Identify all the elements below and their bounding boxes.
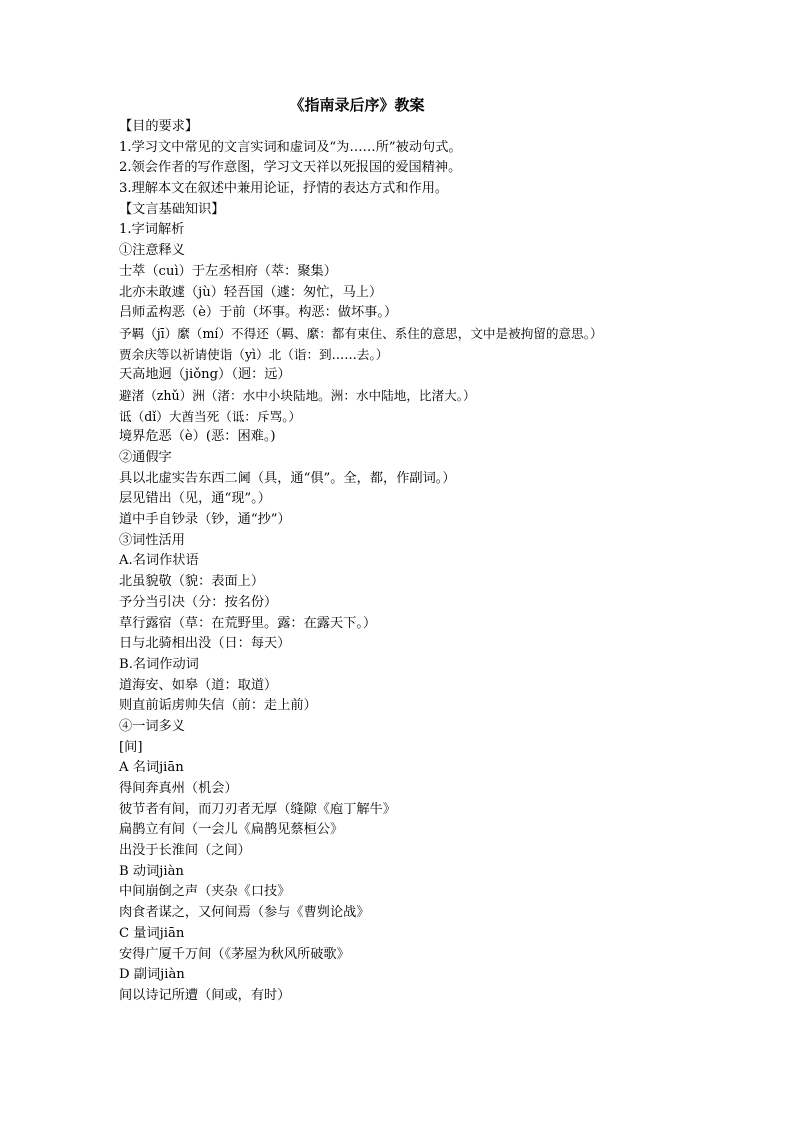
text-line: 予羁（jī）縻（mí）不得还（羁、縻：都有束住、系住的意思，文中是被拘留的意思。） xyxy=(119,325,603,341)
text-line: 3.理解本文在叙述中兼用论证，抒情的表达方式和作用。 xyxy=(119,181,449,197)
text-line: ①注意释义 xyxy=(119,243,185,259)
text-line: 草行露宿（草：在荒野里。露：在露天下。） xyxy=(119,615,377,631)
text-line: 中间崩倒之声（夹杂《口技》 xyxy=(119,884,291,900)
text-line: A 名词jiān xyxy=(119,760,184,776)
text-line: 道海安、如皋（道：取道） xyxy=(119,677,278,693)
text-line: 天高地迥（jiǒng）（迥：远） xyxy=(119,367,291,383)
text-line: 出没于长淮间（之间） xyxy=(119,843,251,859)
text-line: 扁鹊立有间（一会儿《扁鹊见蔡桓公》 xyxy=(119,822,344,838)
text-line: D 副词jiàn xyxy=(119,967,185,983)
text-line: B 动词jiàn xyxy=(119,863,184,879)
text-line: [间] xyxy=(119,739,143,755)
text-line: 境界危恶（è）(恶：困难。) xyxy=(119,429,276,445)
text-line: C 量词jiān xyxy=(119,925,185,941)
text-line: 1.学习文中常见的文言实词和虚词及“为……所”被动句式。 xyxy=(119,139,462,155)
text-line: 【文言基础知识】 xyxy=(119,201,225,217)
text-line: 安得广厦千万间（《茅屋为秋风所破歌》 xyxy=(119,946,350,962)
document-body xyxy=(119,117,759,1007)
text-line: 间以诗记所遭（间或，有时） xyxy=(119,987,291,1003)
text-line: 吕师孟构恶（è）于前（坏事。构恶：做坏事。） xyxy=(119,305,398,321)
text-line: 避渚（zhǔ）洲（渚：水中小块陆地。洲：水中陆地，比渚大。） xyxy=(119,387,476,403)
text-line: 北虽貌敬（貌：表面上） xyxy=(119,574,265,590)
text-line: 诋（dǐ）大酋当死（诋：斥骂。） xyxy=(119,408,302,424)
text-line: 具以北虚实告东西二阃（具，通“俱”。全，都，作副词。） xyxy=(119,470,456,486)
text-line: 予分当引决（分：按名份） xyxy=(119,594,278,610)
text-line: 【目的要求】 xyxy=(119,119,199,134)
text-line: 2.领会作者的写作意图，学习文天祥以死报国的爱国精神。 xyxy=(119,160,462,176)
text-line: 则直前诟虏帅失信（前：走上前） xyxy=(119,698,317,714)
text-line: 士萃（cuì）于左丞相府（萃：聚集） xyxy=(119,263,337,279)
text-line: 得间奔真州（机会） xyxy=(119,781,238,796)
text-line: 层见错出（见，通“现”。） xyxy=(119,491,271,507)
text-line: B.名词作动词 xyxy=(119,656,199,672)
text-line: 贾余庆等以祈请使诣（yì）北（诣：到……去。） xyxy=(119,346,389,362)
text-line: ②通假字 xyxy=(119,450,172,465)
text-line: 肉食者谋之，又何间焉（参与《曹刿论战》 xyxy=(119,905,370,921)
text-line: 北亦未敢遽（jù）轻吾国（遽：匆忙，马上） xyxy=(119,284,383,300)
text-line: 日与北骑相出没（日：每天） xyxy=(119,636,291,652)
text-line: A.名词作状语 xyxy=(119,553,199,569)
text-line: ③词性活用 xyxy=(119,532,185,548)
document-title: 《指南录后序》教案 xyxy=(289,96,425,114)
text-line: ④一词多义 xyxy=(119,718,185,734)
text-line: 彼节者有间，而刀刃者无厚（缝隙《庖丁解牛》 xyxy=(119,801,396,817)
text-line: 1.字词解析 xyxy=(119,222,185,238)
text-line: 道中手自钞录（钞，通“抄”） xyxy=(119,512,291,528)
